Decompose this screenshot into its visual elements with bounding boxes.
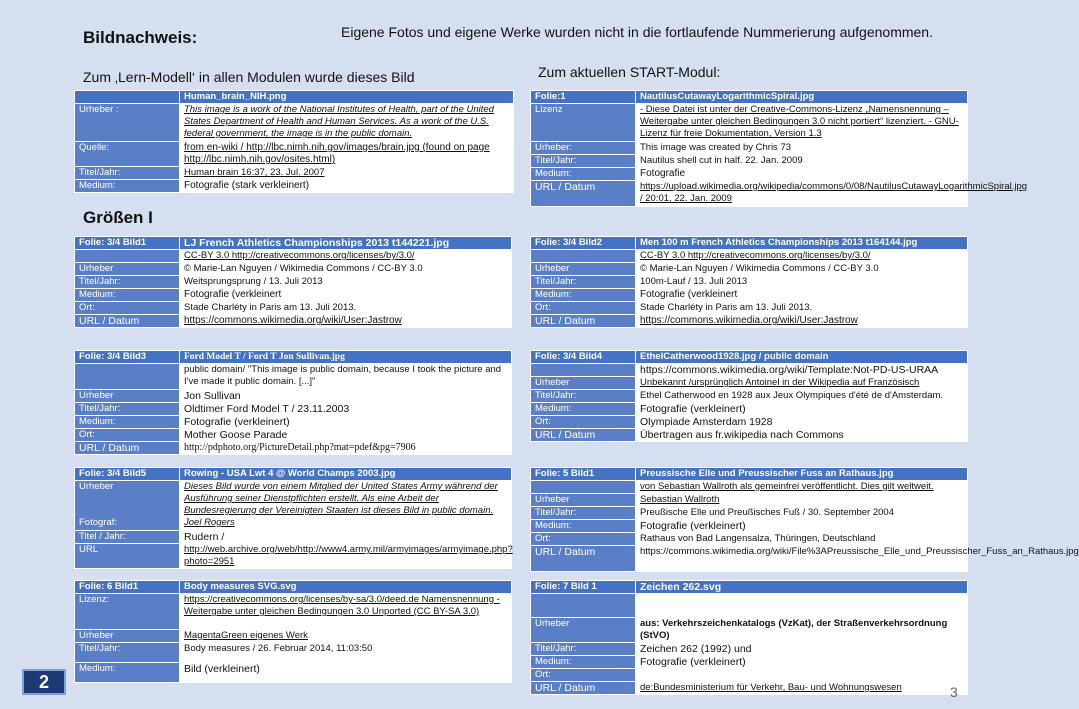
- table-cell: Men 100 m French Athletics Championships 2013 t164144.jpg: [636, 237, 968, 250]
- table-cell: Medium:: [75, 289, 180, 302]
- table-cell: Body measures SVG.svg: [180, 581, 512, 594]
- table-cell: Titel/Jahr:: [531, 390, 636, 403]
- table-cell: Titel/Jahr:: [75, 167, 180, 180]
- table-cell: Oldtimer Ford Model T / 23.11.2003: [180, 403, 512, 416]
- credit-table-folie3-bild5: [74, 467, 512, 569]
- table-cell: Ort:: [75, 429, 180, 442]
- page-title: Bildnachweis:: [83, 28, 198, 47]
- table-cell: Folie: 3/4 Bild3: [75, 351, 180, 364]
- table-cell: Medium:: [75, 663, 180, 683]
- table-cell: [636, 669, 968, 682]
- table-cell: Preussische Elle und Preussischer Fuss an Rathaus.jpg: [636, 468, 968, 481]
- table-cell: Folie: 3/4 Bild1: [75, 237, 180, 250]
- credit-table-nautilus: [530, 90, 1028, 207]
- table-cell[interactable]: von Sebastian Wallroth als gemeinfrei veröffentlicht. Dies gilt weltweit.: [636, 481, 968, 494]
- table-cell: URL / Datum: [531, 682, 636, 695]
- table-cell: Urheber: [531, 377, 636, 390]
- credit-table-folie3-bild1: [74, 236, 512, 328]
- table-cell: © Marie-Lan Nguyen / Wikimedia Commons / CC-BY 3.0: [636, 263, 968, 276]
- table-cell: [531, 364, 636, 377]
- table-cell: Folie:1: [531, 91, 636, 104]
- table-cell: [75, 250, 180, 263]
- table-cell[interactable]: MagentaGreen eigenes Werk: [180, 630, 512, 643]
- table-cell[interactable]: Unbekannt /ursprünglich Antoinel in der Wikipedia auf Französisch: [636, 377, 968, 390]
- table-cell: Bild (verkleinert): [180, 663, 512, 683]
- table-cell: Ford Model T / Ford T Jon Sullivan.jpg: [180, 351, 512, 364]
- table-cell: Folie: 3/4 Bild2: [531, 237, 636, 250]
- table-cell: EthelCatherwood1928.jpg / public domain: [636, 351, 968, 364]
- table-cell: Urheber Fotograf:: [75, 481, 180, 531]
- table-cell: Titel/Jahr:: [531, 276, 636, 289]
- table-cell: URL / Datum: [75, 442, 180, 455]
- table-cell: URL / Datum: [75, 315, 180, 328]
- table-cell: Ort:: [531, 302, 636, 315]
- table-cell: URL / Datum: [531, 315, 636, 328]
- table-cell: Zeichen 262 (1992) und: [636, 643, 968, 656]
- table-cell: Medium:: [531, 289, 636, 302]
- table-cell: Titel/Jahr:: [75, 276, 180, 289]
- credit-table-brain: [74, 90, 514, 193]
- table-cell: Titel/Jahr:: [75, 643, 180, 663]
- credit-table-folie7: [530, 580, 968, 695]
- table-cell: Medium:: [75, 180, 180, 193]
- table-cell: Fotografie (verkleinert: [180, 289, 512, 302]
- table-cell: Fotografie (verkleinert): [636, 403, 968, 416]
- table-cell: Fotografie (verkleinert): [636, 656, 968, 669]
- table-cell[interactable]: CC-BY 3.0 http://creativecommons.org/licenses/by/3.0/: [636, 250, 968, 263]
- table-cell: Urheber:: [531, 142, 636, 155]
- table-cell: Lizenz: [531, 104, 636, 142]
- table-cell: Ort:: [75, 302, 180, 315]
- table-cell: Weitsprungsprung / 13. Juli 2013: [180, 276, 512, 289]
- table-cell: Titel/Jahr:: [531, 507, 636, 520]
- table-cell: Urheber: [75, 390, 180, 403]
- table-cell: NautilusCutawayLogarithmicSpiral.jpg: [636, 91, 968, 104]
- table-cell[interactable]: http://web.archive.org/web/http://www4.army.mil/armyimages/armyimage.php?photo=2951: [180, 544, 512, 569]
- table-cell: Medium:: [531, 656, 636, 669]
- table-cell: Titel/Jahr:: [531, 155, 636, 168]
- table-cell[interactable]: from en-wiki / http://lbc.nimh.nih.gov/images/brain.jpg (found on page http://lbc.nimh.nih.gov/osites.html): [180, 142, 514, 167]
- table-cell[interactable]: Human brain 16:37, 23. Jul. 2007: [180, 167, 514, 180]
- table-cell: Medium:: [531, 168, 636, 181]
- table-cell: Fotografie (verkleinert): [180, 416, 512, 429]
- table-cell: Ethel Catherwood en 1928 aux Jeux Olympiques d'été de d'Amsterdam.: [636, 390, 968, 403]
- table-cell: 100m-Lauf / 13. Juli 2013: [636, 276, 968, 289]
- table-cell: Fotografie: [636, 168, 968, 181]
- table-cell: Stade Charléty in Paris am 13. Juli 2013.: [636, 302, 968, 315]
- table-cell[interactable]: CC-BY 3.0 http://creativecommons.org/licenses/by/3.0/: [180, 250, 512, 263]
- table-cell: Nautilus shell cut in half. 22. Jan. 2009: [636, 155, 968, 168]
- table-cell[interactable]: https://commons.wikimedia.org/wiki/User:Jastrow: [180, 315, 512, 328]
- table-cell: https://commons.wikimedia.org/wiki/Template:Not-PD-US-URAA: [636, 364, 968, 377]
- table-cell: Lizenz:: [75, 594, 180, 630]
- table-cell: This image was created by Chris 73: [636, 142, 968, 155]
- table-cell: Ort:: [531, 416, 636, 429]
- credit-table-folie3-bild3: [74, 350, 512, 455]
- table-cell[interactable]: Dieses Bild wurde von einem Mitglied der United States Army während der Ausführung seiner Dienstpflichten erstellt. Als eine Arbeit der Bundesregierung der Vereinigten Staaten ist dieses Bild in public domain. Joel Rogers: [180, 481, 512, 531]
- table-cell: Folie: 3/4 Bild4: [531, 351, 636, 364]
- table-cell: Urheber: [75, 630, 180, 643]
- table-cell: URL / Datum: [531, 181, 636, 207]
- credit-table-folie3-bild4: [530, 350, 968, 442]
- table-cell: Mother Goose Parade: [180, 429, 512, 442]
- table-cell: LJ French Athletics Championships 2013 t144221.jpg: [180, 237, 512, 250]
- table-cell: Rudern /: [180, 531, 512, 544]
- table-cell: Olympiade Amsterdam 1928: [636, 416, 968, 429]
- table-cell: [75, 364, 180, 390]
- start-modul-label: Zum aktuellen START-Modul:: [538, 64, 721, 80]
- table-cell: URL: [75, 544, 180, 569]
- table-cell: Medium:: [531, 520, 636, 533]
- table-cell: Folie: 7 Bild 1: [531, 581, 636, 594]
- table-cell[interactable]: - Diese Datei ist unter der Creative-Commons-Lizenz „Namensnennung – Weitergabe unter gleichen Bedingungen 3.0 nicht portiert“ lizenziert. - GNU-Lizenz für freie Dokumentation, Version 1.3: [636, 104, 968, 142]
- table-cell: Medium:: [75, 416, 180, 429]
- page-number: 3: [950, 684, 958, 700]
- table-cell: [531, 250, 636, 263]
- table-cell: Urheber: [75, 263, 180, 276]
- intro-text: Eigene Fotos und eigene Werke wurden nicht in die fortlaufende Nummerierung aufgenommen.: [341, 24, 933, 40]
- table-cell: Zeichen 262.svg: [636, 581, 968, 594]
- table-cell: http://pdphoto.org/PictureDetail.php?mat=pdef&pg=7906: [180, 442, 512, 455]
- table-cell: URL / Datum: [531, 429, 636, 442]
- table-cell: Urheber: [531, 494, 636, 507]
- table-cell[interactable]: Sebastian Wallroth: [636, 494, 968, 507]
- table-cell: [531, 594, 636, 618]
- slide-number-badge: 2: [22, 669, 66, 695]
- credit-table-folie3-bild2: [530, 236, 968, 328]
- table-cell: Urheber: [531, 618, 636, 643]
- credit-table-folie6: [74, 580, 512, 683]
- table-cell: Titel / Jahr:: [75, 531, 180, 544]
- table-cell: Ort:: [531, 669, 636, 682]
- table-cell[interactable]: https://commons.wikimedia.org/wiki/User:Jastrow: [636, 315, 968, 328]
- table-cell: Folie: 5 Bild1: [531, 468, 636, 481]
- table-cell: Ort:: [531, 533, 636, 546]
- table-cell: Rowing - USA Lwt 4 @ World Champs 2003.jpg: [180, 468, 512, 481]
- table-cell: Human_brain_NIH.png: [180, 91, 514, 104]
- table-cell: Titel/Jahr:: [75, 403, 180, 416]
- table-cell: https://commons.wikimedia.org/wiki/File%3APreussische_Elle_und_Preussischer_Fuss_an_Rathaus.jpg: [636, 546, 968, 572]
- table-cell: © Marie-Lan Nguyen / Wikimedia Commons / CC-BY 3.0: [180, 263, 512, 276]
- table-cell: URL / Datum: [531, 546, 636, 572]
- table-cell: Stade Charléty in Paris am 13. Juli 2013.: [180, 302, 512, 315]
- table-cell: [531, 481, 636, 494]
- table-cell: [636, 594, 968, 618]
- section-title: Größen I: [83, 208, 153, 227]
- table-cell[interactable]: de:Bundesministerium für Verkehr, Bau- und Wohnungswesen: [636, 682, 968, 695]
- table-cell: Medium:: [531, 403, 636, 416]
- table-cell[interactable]: https://upload.wikimedia.org/wikipedia/commons/0/08/NautilusCutawayLogarithmicSpiral.jpg / 20:01, 22. Jan. 2009: [636, 181, 968, 207]
- table-cell: Rathaus von Bad Langensalza, Thüringen, Deutschland: [636, 533, 968, 546]
- table-cell: Fotografie (verkleinert): [636, 520, 968, 533]
- table-cell: Quelle:: [75, 142, 180, 167]
- lern-modell-label: Zum ‚Lern-Modell‘ in allen Modulen wurde dieses Bild: [83, 69, 415, 85]
- table-cell: [75, 91, 180, 104]
- table-cell: Fotografie (stark verkleinert): [180, 180, 514, 193]
- table-cell: Urheber: [531, 263, 636, 276]
- table-cell[interactable]: https://creativecommons.org/licenses/by-sa/3.0/deed.de Namensnennung - Weitergabe unter gleichen Bedingungen 3.0 Unported (CC BY-SA 3.0): [180, 594, 512, 630]
- table-cell: Übertragen aus fr.wikipedia nach Commons: [636, 429, 968, 442]
- credit-table-folie5: [530, 467, 1079, 572]
- table-cell: Preußische Elle und Preußisches Fuß / 30. September 2004: [636, 507, 968, 520]
- table-cell: Body measures / 26. Februar 2014, 11:03:50: [180, 643, 512, 663]
- table-cell: aus: Verkehrszeichenkatalogs (VzKat), der Straßenverkehrsordnung (StVO): [636, 618, 968, 643]
- table-cell: Urheber :: [75, 104, 180, 142]
- table-cell: Fotografie (verkleinert: [636, 289, 968, 302]
- table-cell: public domain/ "This image is public domain, because I took the picture and I've made it public domain. [...]": [180, 364, 512, 390]
- table-cell: Jon Sullivan: [180, 390, 512, 403]
- table-cell: Folie: 6 Bild1: [75, 581, 180, 594]
- table-cell: Folie: 3/4 Bild5: [75, 468, 180, 481]
- table-cell[interactable]: This image is a work of the National Institutes of Health, part of the United States Department of Health and Human Services. As a work of the U.S. federal government, the image is in the public domain.: [180, 104, 514, 142]
- table-cell: Titel/Jahr:: [531, 643, 636, 656]
